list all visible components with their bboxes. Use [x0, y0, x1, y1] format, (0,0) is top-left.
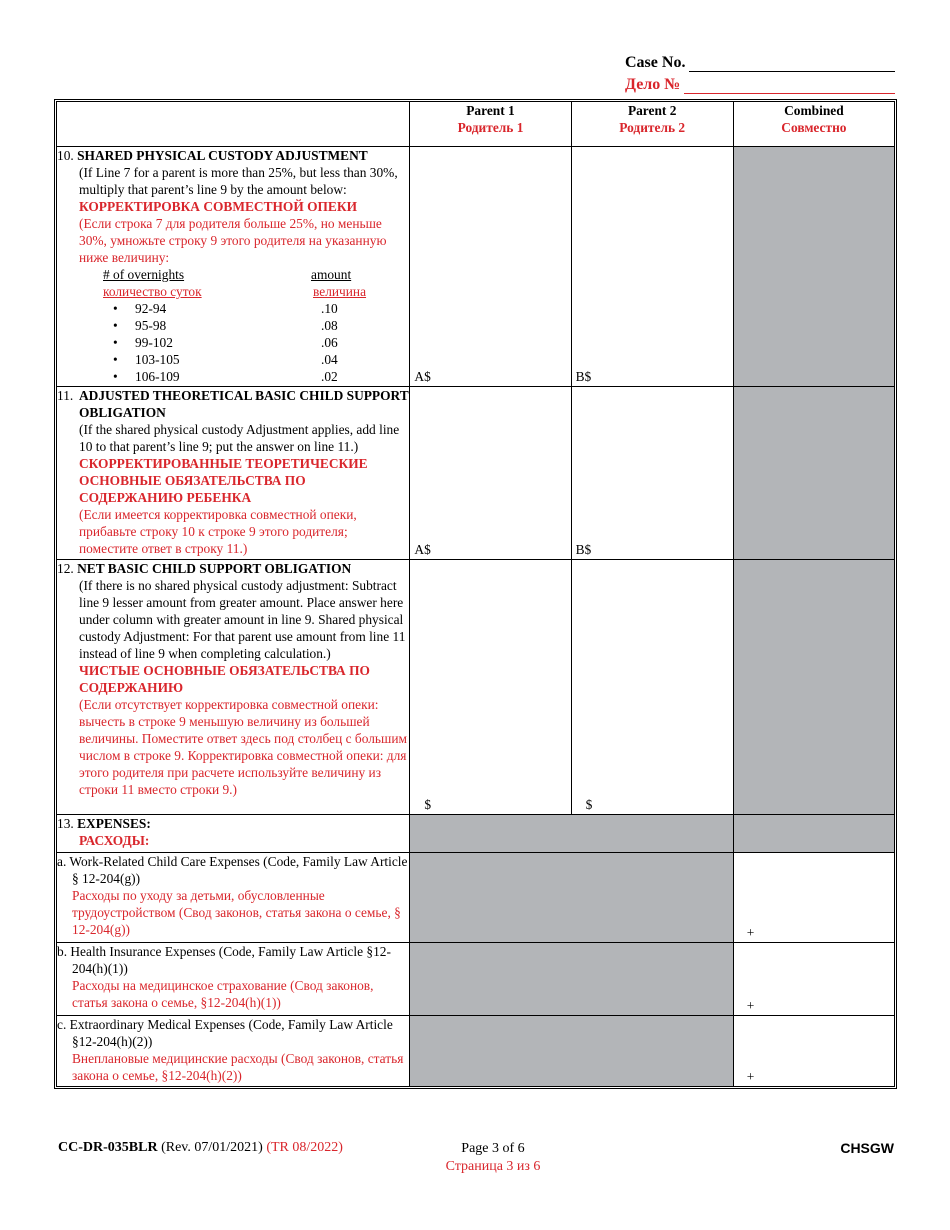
line12-title-ru: ЧИСТЫЕ ОСНОВНЫЕ ОБЯЗАТЕЛЬСТВА ПО СОДЕРЖАНИЮ [79, 663, 370, 695]
line11-row [57, 387, 895, 560]
form-identifier [58, 1140, 343, 1156]
line13c-row [57, 1016, 895, 1087]
line12-b-prefix: $ [585, 797, 593, 812]
header-combined [733, 102, 894, 147]
line12-description [57, 560, 410, 815]
form-revision: (Rev. 07/01/2021) [161, 1140, 263, 1155]
line10-combined-shaded [733, 147, 894, 387]
line13a-text: a. Work-Related Child Care Expenses (Code, Family Law Article § 12-204(g)) [57, 854, 408, 886]
line10-row [57, 147, 895, 387]
line13c-parents-shaded [410, 1016, 733, 1087]
line13b-text-ru: Расходы на медицинское страхование (Свод законов, статья закона о семье, §12-204(h)(1)) [72, 978, 374, 1010]
line11-parent1-field[interactable] [410, 387, 571, 560]
line10-parent1-field[interactable] [410, 147, 571, 387]
bullet-icon: • [113, 352, 118, 367]
header-row [57, 102, 895, 147]
overnights-row: • 99-102 .06 [113, 335, 338, 350]
page-number-ru: Страница 3 из 6 [445, 1159, 541, 1174]
overnights-row: • 106-109 .02 [113, 369, 338, 384]
combined-label-ru: Совместно [781, 120, 847, 135]
line13b-text: b. Health Insurance Expenses (Code, Family Law Article §12-204(h)(1)) [57, 944, 391, 976]
parent1-label-ru: Родитель 1 [457, 120, 524, 135]
line10-title: SHARED PHYSICAL CUSTODY ADJUSTMENT [77, 148, 368, 163]
line10-parent2-field[interactable] [571, 147, 733, 387]
line12-parent1-field[interactable] [410, 560, 571, 815]
line13c-combined-field[interactable] [733, 1016, 894, 1087]
overnights-header-ru [57, 283, 409, 300]
line11-text: (If the shared physical custody Adjustment applies, add line 10 to that parent’s line 9; put the answer on line 11.) [79, 422, 400, 454]
line13-row [57, 815, 895, 853]
line10-b-prefix: B$ [575, 369, 592, 384]
line13b-row [57, 943, 895, 1016]
overnights-row: • 92-94 .10 [113, 301, 338, 316]
line11-combined-shaded [733, 387, 894, 560]
parent2-label-ru: Родитель 2 [619, 120, 686, 135]
case-number-row [625, 50, 895, 72]
overnights-row: • 103-105 .04 [113, 352, 338, 367]
line11-number: 11. [57, 388, 74, 403]
case-number-field-ru[interactable] [684, 75, 895, 94]
line11-title: ADJUSTED THEORETICAL BASIC CHILD SUPPORT OBLIGATION [79, 388, 409, 420]
case-number-label: Case No. [625, 54, 686, 71]
bullet-icon: • [113, 318, 118, 333]
line11-description [57, 387, 410, 560]
line13c-text-ru: Внеплановые медицинские расходы (Свод законов, статья закона о семье, §12-204(h)(2)) [72, 1051, 404, 1083]
line13b-description [57, 943, 410, 1016]
page-number-en: Page 3 of 6 [461, 1141, 525, 1156]
line13c-description [57, 1016, 410, 1087]
parent2-label: Parent 2 [627, 103, 677, 118]
page-number [418, 1140, 568, 1176]
line13b-combined-field[interactable] [733, 943, 894, 1016]
form-id: CC-DR-035BLR [58, 1140, 158, 1155]
line13c-text: c. Extraordinary Medical Expenses (Code, Family Law Article §12-204(h)(2)) [57, 1017, 393, 1049]
line10-description [57, 147, 410, 387]
line10-text: (If Line 7 for a parent is more than 25%, but less than 30%, multiply that parent’s line 9 by the amount below: [79, 165, 398, 197]
line12-parent2-field[interactable] [571, 560, 733, 815]
header-parent1 [410, 102, 571, 147]
bullet-icon: • [113, 301, 118, 316]
form-code: CHSGW [840, 1140, 894, 1156]
line13-parents-shaded [410, 815, 733, 853]
line12-title: NET BASIC CHILD SUPPORT OBLIGATION [77, 561, 352, 576]
line10-number: 10. [57, 148, 74, 163]
line13b-parents-shaded [410, 943, 733, 1016]
line10-text-ru: (Если строка 7 для родителя больше 25%, но меньше 30%, умножьте строку 9 этого родителя на указанную ниже величину: [79, 216, 387, 265]
amount-col-label-ru: величина [313, 284, 367, 299]
line13b-plus: + [746, 998, 755, 1013]
line12-row [57, 560, 895, 815]
line12-number: 12. [57, 561, 74, 576]
header-parent2 [571, 102, 733, 147]
amount-col-label: amount [311, 267, 352, 282]
line12-text: (If there is no shared physical custody adjustment: Subtract line 9 lesser amount from greater amount. Place answer here under column with greater amount in line 9. Shared physical custody Adjustment: For that parent use amount from line 11 instead of line 9 when completing calculation.) [79, 578, 406, 661]
line12-text-ru: (Если отсутствует корректировка совместной опеки: вычесть в строке 9 меньшую величину из большей величины. Поместите ответ здесь под столбец с большим числом в строке 9. Корректировка совместной опеки: для этого родителя при расчете используйте величину из строки 11 вместо строки 9.) [79, 697, 407, 797]
case-number-row-ru [625, 72, 895, 94]
line13-description [57, 815, 410, 853]
form-translation-date: (TR 08/2022) [266, 1140, 343, 1155]
line13-title: EXPENSES: [77, 816, 151, 831]
line11-text-ru: (Если имеется корректировка совместной опеки, прибавьте строку 10 к строке 9 этого родителя; поместите ответ в строку 11.) [79, 507, 357, 556]
line13-combined-shaded [733, 815, 894, 853]
overnights-header [57, 266, 409, 283]
overnights-col-label: # of overnights [103, 267, 185, 282]
line11-b-prefix: B$ [575, 542, 592, 557]
parent1-label: Parent 1 [466, 103, 515, 118]
header-blank [57, 102, 410, 147]
line13c-plus: + [746, 1069, 755, 1084]
case-number-label-ru: Дело № [625, 76, 681, 93]
line12-a-prefix: $ [424, 797, 432, 812]
bullet-icon: • [113, 369, 118, 384]
line13a-description [57, 853, 410, 943]
overnights-row: • 95-98 .08 [113, 318, 338, 333]
line13-title-ru: РАСХОДЫ: [79, 833, 150, 848]
line13a-text-ru: Расходы по уходу за детьми, обусловленные трудоустройством (Свод законов, статья закона о семье, § 12-204(g)) [72, 888, 401, 937]
line13a-plus: + [746, 925, 755, 940]
line11-a-prefix: A$ [414, 542, 431, 557]
overnights-col-label-ru: количество суток [103, 284, 202, 299]
line13a-row [57, 853, 895, 943]
case-number-field[interactable] [689, 53, 895, 72]
line12-combined-shaded [733, 560, 894, 815]
bullet-icon: • [113, 335, 118, 350]
line11-parent2-field[interactable] [571, 387, 733, 560]
line10-title-ru: КОРРЕКТИРОВКА СОВМЕСТНОЙ ОПЕКИ [79, 199, 357, 214]
line13a-combined-field[interactable] [733, 853, 894, 943]
line10-a-prefix: A$ [414, 369, 431, 384]
line13a-parents-shaded [410, 853, 733, 943]
line11-title-ru: СКОРРЕКТИРОВАННЫЕ ТЕОРЕТИЧЕСКИЕ ОСНОВНЫЕ ОБЯЗАТЕЛЬСТВА ПО СОДЕРЖАНИЮ РЕБЕНКА [79, 456, 368, 505]
line13-number: 13. [57, 816, 74, 831]
case-number-block [625, 50, 895, 94]
worksheet-table [56, 101, 895, 1087]
combined-label: Combined [784, 103, 844, 118]
